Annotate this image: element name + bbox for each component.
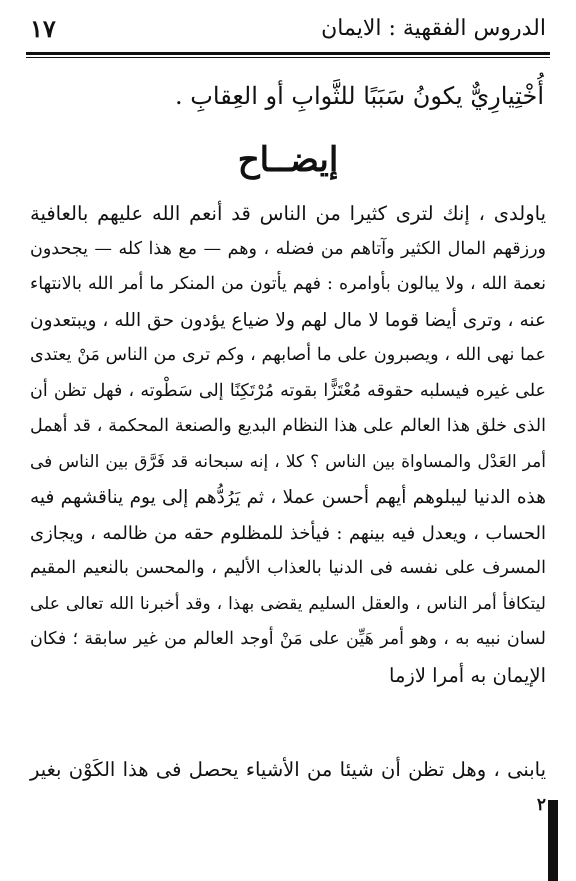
page-number: ١٧	[30, 13, 56, 43]
text-line: نعمة الله ، ولا يبالون بأوامره : فهم يأتون من المنكر ما أمر الله بالانتهاء	[30, 274, 546, 294]
running-header	[30, 8, 546, 48]
running-title: الدروس الفقهية : الايمان	[321, 15, 546, 41]
text-line: ورزقهم المال الكثير وآتاهم من فضله ، وهم — مع هذا كله — يجحدون	[30, 238, 546, 259]
text-line: ياولدى ، إنك لترى كثيرا من الناس قد أنعم الله عليهم بالعافية	[30, 202, 546, 225]
header-rule-thin	[26, 57, 550, 58]
text-line: على غيره فيسلبه حقوقه مُعْتَزًّا بقوته مُرْتَكِنًا إلى سَطْوته ، فهل تظن أن	[30, 380, 546, 401]
text-line: لسان نبيه به ، وهو أمر هَيِّن على مَنْ أوجد العالم من غير سابقة ؛ فكان	[30, 629, 546, 649]
text-line: هذه الدنيا ليبلوهم أيهم أحسن عملا ، ثم يَرُدُّهم إلى يوم يناقشهم فيه	[30, 487, 546, 508]
header-rule-thick	[26, 52, 550, 55]
text-line: المسرف على نفسه فى الدنيا بالعذاب الأليم ، والمحسن بالنعيم المقيم	[30, 558, 546, 578]
paragraph-2: يابنى ، وهل تظن أن شيئا من الأشياء يحصل فى هذا الكَوْن بغير	[30, 758, 546, 781]
text-line: الإيمان به أمرا لازما	[389, 663, 546, 687]
text-line: الذى خلق هذا العالم على هذا النظام البديع والصنعة المحكمة ، قد أهمل	[30, 416, 546, 436]
section-title: إيضــاح	[237, 140, 339, 180]
text-line: عما نهى الله ، ويصبرون على ما أصابهم ، وكم ترى من الناس مَنْ يعتدى	[30, 345, 546, 365]
text-line: الحساب ، ويعدل فيه بينهم : فيأخذ للمظلوم حقه من ظالمه ، ويجازى	[30, 522, 546, 544]
intro-line: أُخْتِيارِيٌّ يكونُ سَبَبًا للثَّوابِ أو العِقابِ .	[175, 82, 544, 110]
book-binding-edge	[548, 800, 558, 881]
paragraph-1	[30, 196, 546, 693]
signature-mark: ٢	[536, 795, 546, 815]
text-line: ليتكافأ أمر الناس ، والعقل السليم يقضى بهذا ، وقد أخبرنا الله تعالى على	[30, 593, 546, 614]
text-line: أمر العَدْل والمساواة بين الناس ؟ كلا ، إنه سبحانه قد فَرَّق بين الناس فى	[30, 451, 546, 472]
text-line: عنه ، وترى أيضا قوما لا مال لهم ولا ضياع يؤدون حق الله ، ويبتعدون	[30, 309, 546, 331]
